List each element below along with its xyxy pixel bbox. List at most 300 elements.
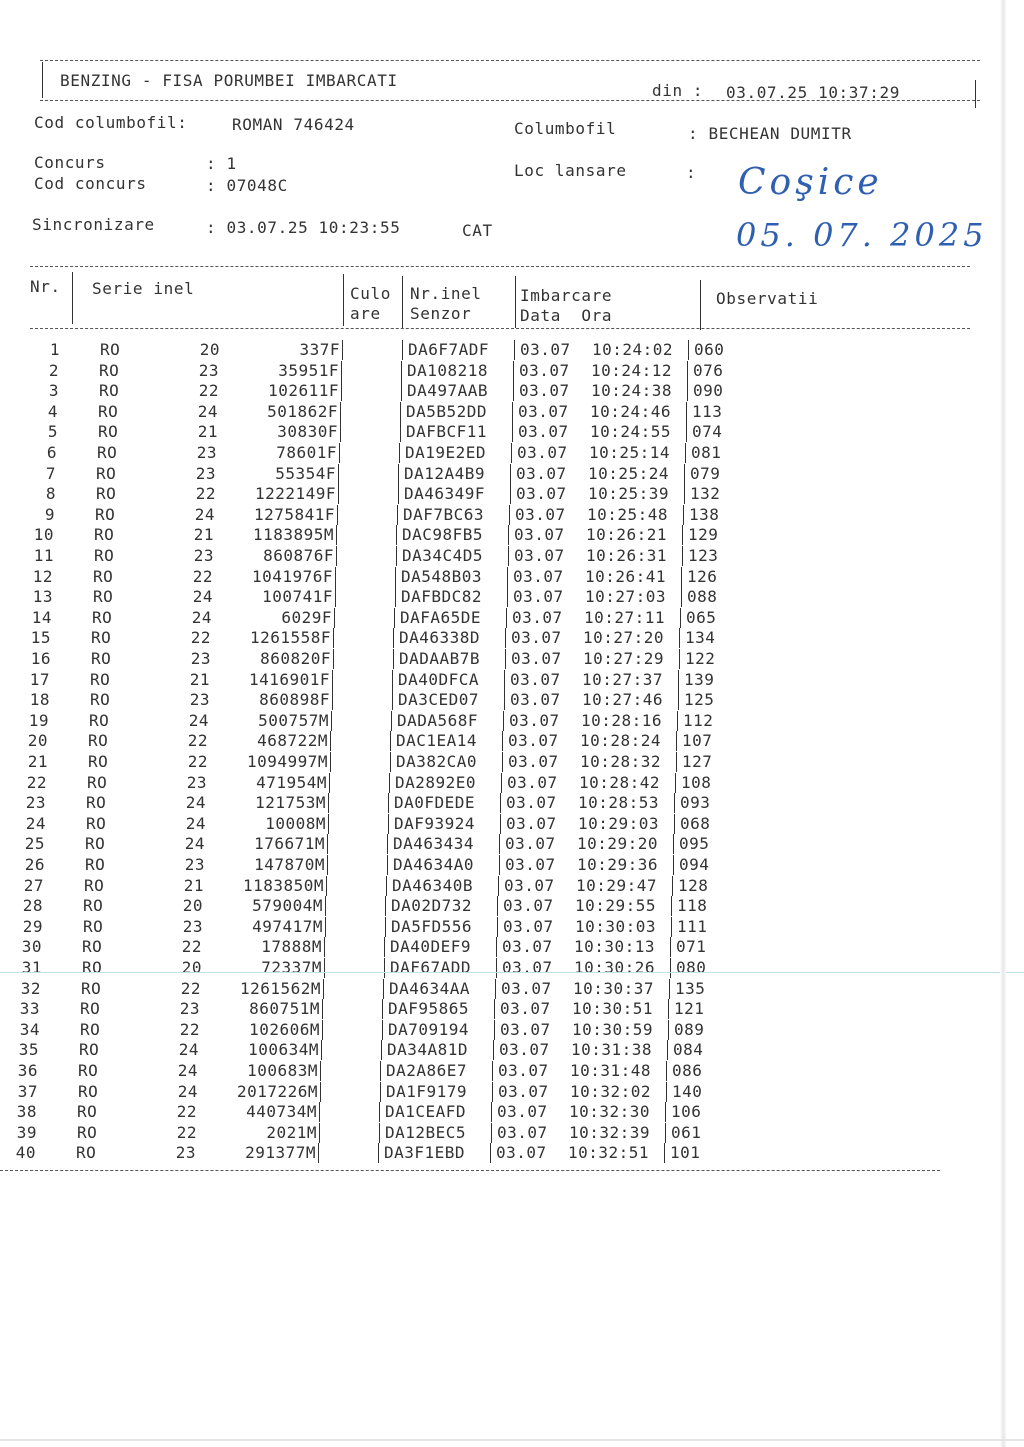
sincronizare-label: Sincronizare: [32, 215, 155, 234]
row-observation: 134: [685, 628, 716, 647]
row-boarding-date: 03.07: [506, 814, 557, 833]
row-observation: 094: [679, 855, 710, 874]
row-nr: 30: [21, 937, 42, 956]
row-boarding-date: 03.07: [497, 1123, 548, 1142]
row-sensor-chip: DADAAB7B: [399, 649, 481, 668]
sincronizare-value: : 03.07.25 10:23:55: [206, 218, 401, 237]
table-row: [12, 958, 772, 978]
row-divider-chip: [510, 484, 511, 504]
row-nr: 2: [48, 361, 59, 380]
row-divider-culoare: [380, 1061, 381, 1081]
row-ring-number: 500757M: [258, 711, 329, 730]
row-divider-culoare: [394, 608, 395, 628]
row-ring-number: 176671M: [254, 834, 325, 853]
row-year: 24: [191, 608, 212, 627]
row-boarding-date: 03.07: [516, 484, 567, 503]
row-year: 22: [187, 731, 208, 750]
row-boarding-time: 10:27:03: [585, 587, 667, 606]
row-divider-serie: [327, 855, 328, 875]
table-row: [29, 361, 789, 381]
col-divider-nr: [72, 272, 73, 324]
row-boarding-time: 10:29:55: [575, 896, 657, 915]
row-divider-serie: [333, 649, 334, 669]
row-divider-time: [672, 876, 673, 896]
row-divider-chip: [509, 505, 510, 525]
row-divider-time: [679, 628, 680, 648]
row-ring-number: 1261562M: [239, 979, 321, 998]
print-datetime: 03.07.25 10:37:29: [726, 83, 900, 102]
row-sensor-chip: DA108218: [407, 361, 489, 380]
row-boarding-time: 10:26:31: [586, 546, 668, 565]
row-ring-number: 1222149F: [254, 484, 336, 503]
row-divider-chip: [502, 731, 503, 751]
row-nr: 34: [19, 1020, 40, 1039]
row-divider-serie: [340, 422, 341, 442]
col-divider-nr-inel: [515, 276, 516, 328]
row-observation: 135: [675, 979, 706, 998]
row-divider-time: [678, 670, 679, 690]
row-divider-chip: [498, 876, 499, 896]
row-divider-serie: [332, 690, 333, 710]
row-year: 22: [187, 752, 208, 771]
row-observation: 126: [687, 567, 718, 586]
row-ring-number: 102611F: [268, 381, 339, 400]
row-nr: 18: [29, 690, 50, 709]
loc-lansare-separator: :: [686, 163, 697, 182]
handwritten-place: Coşice: [738, 162, 883, 203]
row-nr: 16: [30, 649, 51, 668]
row-divider-culoare: [381, 1040, 382, 1060]
row-nr: 24: [25, 814, 46, 833]
row-country: RO: [92, 608, 113, 627]
row-divider-chip: [497, 896, 498, 916]
row-boarding-time: 10:25:48: [587, 505, 669, 524]
row-year: 22: [179, 1020, 200, 1039]
row-divider-time: [679, 649, 680, 669]
row-ring-number: 147870M: [254, 855, 325, 874]
row-year: 23: [184, 855, 205, 874]
row-boarding-time: 10:25:39: [588, 484, 670, 503]
row-observation: 132: [690, 484, 721, 503]
row-year: 21: [183, 876, 204, 895]
table-row: [20, 690, 780, 710]
top-border-left: [42, 62, 43, 98]
row-boarding-time: 10:29:47: [576, 876, 658, 895]
row-divider-serie: [333, 628, 334, 648]
row-boarding-date: 03.07: [497, 1102, 548, 1121]
scan-page-edge: [1000, 0, 1006, 1447]
row-divider-time: [686, 422, 687, 442]
row-divider-chip: [508, 546, 509, 566]
row-year: 22: [190, 628, 211, 647]
row-divider-chip: [492, 1061, 493, 1081]
table-row: [28, 422, 788, 442]
row-divider-time: [687, 381, 688, 401]
row-country: RO: [100, 340, 121, 359]
row-sensor-chip: DA19E2ED: [405, 443, 487, 462]
row-observation: 076: [693, 361, 724, 380]
row-ring-number: 291377M: [245, 1143, 316, 1162]
row-divider-culoare: [400, 402, 401, 422]
col-header-culoare-1: Culo: [350, 284, 391, 303]
col-header-serie-inel: Serie inel: [92, 279, 195, 298]
row-ring-number: 2021M: [266, 1123, 317, 1142]
row-boarding-time: 10:24:12: [591, 361, 673, 380]
row-boarding-time: 10:30:26: [574, 958, 656, 977]
row-ring-number: 497417M: [252, 917, 323, 936]
row-boarding-time: 10:29:20: [577, 834, 659, 853]
row-divider-serie: [335, 567, 336, 587]
table-row: [6, 1143, 766, 1163]
row-ring-number: 100634M: [248, 1040, 319, 1059]
row-country: RO: [86, 793, 107, 812]
row-divider-time: [681, 587, 682, 607]
table-row: [11, 979, 771, 999]
row-nr: 39: [16, 1123, 37, 1142]
row-divider-time: [666, 1061, 667, 1081]
row-ring-number: 471954M: [256, 773, 327, 792]
row-boarding-date: 03.07: [501, 979, 552, 998]
row-divider-serie: [338, 464, 339, 484]
row-ring-number: 1183895M: [252, 525, 334, 544]
row-divider-culoare: [393, 628, 394, 648]
row-observation: 118: [677, 896, 708, 915]
row-boarding-time: 10:26:21: [586, 525, 668, 544]
row-divider-chip: [499, 834, 500, 854]
row-sensor-chip: DAC98FB5: [402, 525, 484, 544]
row-nr: 5: [47, 422, 58, 441]
row-country: RO: [90, 670, 111, 689]
row-divider-time: [675, 773, 676, 793]
row-divider-time: [682, 525, 683, 545]
row-sensor-chip: DA40DFCA: [398, 670, 480, 689]
row-boarding-date: 03.07: [518, 402, 569, 421]
row-observation: 061: [671, 1123, 702, 1142]
row-boarding-date: 03.07: [498, 1082, 549, 1101]
row-nr: 10: [33, 525, 54, 544]
row-boarding-date: 03.07: [496, 1143, 547, 1162]
row-sensor-chip: DA46349F: [404, 484, 486, 503]
row-sensor-chip: DA46338D: [399, 628, 481, 647]
row-divider-chip: [503, 711, 504, 731]
row-boarding-time: 10:25:14: [589, 443, 671, 462]
row-ring-number: 100683M: [247, 1061, 318, 1080]
row-nr: 6: [46, 443, 57, 462]
row-country: RO: [83, 917, 104, 936]
row-divider-chip: [491, 1123, 492, 1143]
row-country: RO: [77, 1102, 98, 1121]
row-divider-chip: [513, 381, 514, 401]
row-boarding-time: 10:28:42: [579, 773, 661, 792]
row-nr: 1: [49, 340, 60, 359]
row-divider-serie: [332, 670, 333, 690]
table-row: [28, 402, 788, 422]
row-boarding-time: 10:32:51: [568, 1143, 650, 1162]
row-year: 21: [193, 525, 214, 544]
row-boarding-time: 10:27:11: [584, 608, 666, 627]
row-year: 24: [177, 1061, 198, 1080]
row-divider-culoare: [399, 443, 400, 463]
row-year: 20: [181, 958, 202, 977]
row-sensor-chip: DAFBDC82: [401, 587, 483, 606]
cod-columbofil-label: Cod columbofil:: [34, 113, 188, 132]
row-sensor-chip: DA5FD556: [391, 917, 473, 936]
row-country: RO: [84, 876, 105, 895]
col-divider-imbarcare: [700, 280, 701, 330]
row-boarding-time: 10:30:51: [572, 999, 654, 1018]
row-divider-culoare: [384, 958, 385, 978]
row-country: RO: [85, 834, 106, 853]
row-boarding-time: 10:27:46: [582, 690, 664, 709]
concurs-value: : 1: [206, 154, 237, 173]
row-ring-number: 17888M: [261, 937, 322, 956]
col-divider-culoare: [402, 276, 403, 328]
table-row: [8, 1061, 768, 1081]
row-country: RO: [95, 505, 116, 524]
row-boarding-date: 03.07: [502, 937, 553, 956]
table-row: [21, 649, 781, 669]
row-nr: 35: [18, 1040, 39, 1059]
row-boarding-date: 03.07: [513, 587, 564, 606]
row-boarding-time: 10:25:24: [588, 464, 670, 483]
row-observation: 112: [683, 711, 714, 730]
row-observation: 088: [687, 587, 718, 606]
row-boarding-time: 10:27:37: [582, 670, 664, 689]
row-country: RO: [89, 711, 110, 730]
row-sensor-chip: DA3CED07: [398, 690, 480, 709]
row-country: RO: [96, 464, 117, 483]
row-divider-culoare: [393, 649, 394, 669]
row-boarding-time: 10:30:13: [574, 937, 656, 956]
row-year: 24: [177, 1082, 198, 1101]
row-divider-culoare: [398, 484, 399, 504]
row-nr: 17: [29, 670, 50, 689]
row-divider-serie: [318, 1143, 319, 1163]
table-row: [16, 793, 776, 813]
row-country: RO: [93, 567, 114, 586]
row-country: RO: [81, 979, 102, 998]
table-row: [29, 381, 789, 401]
row-divider-serie: [328, 793, 329, 813]
row-divider-time: [685, 443, 686, 463]
row-sensor-chip: DA02D732: [391, 896, 473, 915]
row-divider-time: [666, 1082, 667, 1102]
row-observation: 084: [673, 1040, 704, 1059]
row-country: RO: [93, 587, 114, 606]
row-sensor-chip: DA709194: [388, 1020, 470, 1039]
row-boarding-time: 10:30:03: [575, 917, 657, 936]
table-row: [20, 670, 780, 690]
row-ring-number: 1094997M: [246, 752, 328, 771]
table-row: [25, 505, 785, 525]
row-divider-time: [669, 979, 670, 999]
row-boarding-date: 03.07: [500, 1020, 551, 1039]
row-divider-time: [682, 546, 683, 566]
col-header-nr-inel-1: Nr.inel: [410, 284, 482, 303]
row-year: 23: [195, 464, 216, 483]
row-divider-serie: [341, 381, 342, 401]
row-boarding-date: 03.07: [508, 752, 559, 771]
row-boarding-date: 03.07: [513, 567, 564, 586]
row-divider-serie: [330, 731, 331, 751]
row-observation: 111: [677, 917, 708, 936]
row-boarding-time: 10:24:38: [591, 381, 673, 400]
row-divider-serie: [336, 525, 337, 545]
table-row: [12, 937, 772, 957]
row-divider-time: [665, 1102, 666, 1122]
row-sensor-chip: DA2A86E7: [386, 1061, 468, 1080]
row-divider-serie: [327, 834, 328, 854]
row-nr: 37: [17, 1082, 38, 1101]
row-boarding-date: 03.07: [514, 546, 565, 565]
row-sensor-chip: DAF93924: [394, 814, 476, 833]
table-row: [19, 711, 779, 731]
table-row: [24, 546, 784, 566]
row-sensor-chip: DA34C4D5: [402, 546, 484, 565]
row-divider-serie: [342, 340, 343, 360]
table-row: [17, 773, 777, 793]
row-year: 22: [198, 381, 219, 400]
row-divider-chip: [494, 1020, 495, 1040]
row-boarding-time: 10:27:29: [583, 649, 665, 668]
row-divider-chip: [497, 917, 498, 937]
row-divider-serie: [336, 546, 337, 566]
row-divider-chip: [510, 464, 511, 484]
row-year: 23: [186, 773, 207, 792]
row-ring-number: 102606M: [249, 1020, 320, 1039]
row-divider-culoare: [390, 731, 391, 751]
row-divider-chip: [505, 649, 506, 669]
row-observation: 065: [686, 608, 717, 627]
row-divider-serie: [330, 752, 331, 772]
row-divider-culoare: [395, 587, 396, 607]
row-nr: 33: [19, 999, 40, 1018]
row-nr: 20: [27, 731, 48, 750]
row-divider-culoare: [378, 1143, 379, 1163]
row-sensor-chip: DA34A81D: [387, 1040, 469, 1059]
row-observation: 129: [688, 525, 719, 544]
table-row: [21, 628, 781, 648]
row-divider-culoare: [387, 855, 388, 875]
row-divider-culoare: [383, 979, 384, 999]
row-divider-culoare: [396, 546, 397, 566]
row-divider-time: [668, 999, 669, 1019]
row-sensor-chip: DA40DEF9: [390, 937, 472, 956]
row-divider-serie: [320, 1082, 321, 1102]
row-year: 23: [193, 546, 214, 565]
row-divider-culoare: [388, 814, 389, 834]
row-observation: 113: [692, 402, 723, 421]
row-divider-culoare: [401, 361, 402, 381]
row-boarding-time: 10:26:41: [585, 567, 667, 586]
row-divider-time: [687, 361, 688, 381]
table-row: [13, 896, 773, 916]
row-ring-number: 1183850M: [242, 876, 324, 895]
row-year: 24: [194, 505, 215, 524]
row-boarding-time: 10:24:55: [590, 422, 672, 441]
row-observation: 107: [682, 731, 713, 750]
row-divider-chip: [490, 1143, 491, 1163]
scan-bottom-edge: [0, 1439, 1024, 1441]
row-ring-number: 55354F: [275, 464, 336, 483]
row-divider-time: [667, 1040, 668, 1060]
row-year: 23: [196, 443, 217, 462]
table-row: [10, 999, 770, 1019]
row-country: RO: [91, 628, 112, 647]
row-nr: 7: [45, 464, 56, 483]
row-country: RO: [99, 381, 120, 400]
row-year: 24: [192, 587, 213, 606]
row-divider-time: [673, 855, 674, 875]
row-ring-number: 1261558F: [249, 628, 331, 647]
row-divider-serie: [322, 999, 323, 1019]
row-observation: 125: [684, 690, 715, 709]
row-ring-number: 121753M: [255, 793, 326, 812]
row-sensor-chip: DA12BEC5: [385, 1123, 467, 1142]
row-country: RO: [90, 690, 111, 709]
row-divider-chip: [505, 628, 506, 648]
row-year: 23: [175, 1143, 196, 1162]
row-divider-time: [671, 896, 672, 916]
row-nr: 31: [21, 958, 42, 977]
row-year: 22: [180, 979, 201, 998]
row-nr: 40: [15, 1143, 36, 1162]
row-boarding-date: 03.07: [503, 917, 554, 936]
row-divider-culoare: [380, 1082, 381, 1102]
row-boarding-time: 10:29:36: [577, 855, 659, 874]
row-nr: 8: [45, 484, 56, 503]
row-country: RO: [96, 484, 117, 503]
row-divider-time: [670, 958, 671, 978]
row-ring-number: 35951F: [278, 361, 339, 380]
row-boarding-date: 03.07: [502, 958, 553, 977]
row-ring-number: 6029F: [281, 608, 332, 627]
row-country: RO: [78, 1061, 99, 1080]
row-divider-serie: [323, 979, 324, 999]
row-observation: 071: [676, 937, 707, 956]
table-row: [22, 608, 782, 628]
row-divider-time: [671, 917, 672, 937]
row-country: RO: [94, 525, 115, 544]
row-year: 23: [182, 917, 203, 936]
row-divider-chip: [493, 1040, 494, 1060]
row-divider-time: [676, 752, 677, 772]
row-nr: 32: [20, 979, 41, 998]
row-divider-serie: [320, 1061, 321, 1081]
row-nr: 29: [22, 917, 43, 936]
row-nr: 4: [47, 402, 58, 421]
table-row: [7, 1102, 767, 1122]
row-divider-culoare: [391, 711, 392, 731]
row-observation: 108: [681, 773, 712, 792]
row-divider-culoare: [385, 896, 386, 916]
row-year: 22: [176, 1102, 197, 1121]
row-divider-time: [668, 1020, 669, 1040]
row-divider-chip: [499, 855, 500, 875]
row-divider-time: [684, 464, 685, 484]
row-country: RO: [88, 731, 109, 750]
row-observation: 122: [685, 649, 716, 668]
columbofil-label: Columbofil: [514, 119, 617, 138]
row-boarding-date: 03.07: [505, 834, 556, 853]
row-boarding-date: 03.07: [517, 443, 568, 462]
row-divider-chip: [495, 979, 496, 999]
row-divider-serie: [340, 402, 341, 422]
row-observation: 095: [679, 834, 710, 853]
row-boarding-date: 03.07: [500, 999, 551, 1018]
row-boarding-date: 03.07: [509, 711, 560, 730]
row-divider-culoare: [379, 1102, 380, 1122]
